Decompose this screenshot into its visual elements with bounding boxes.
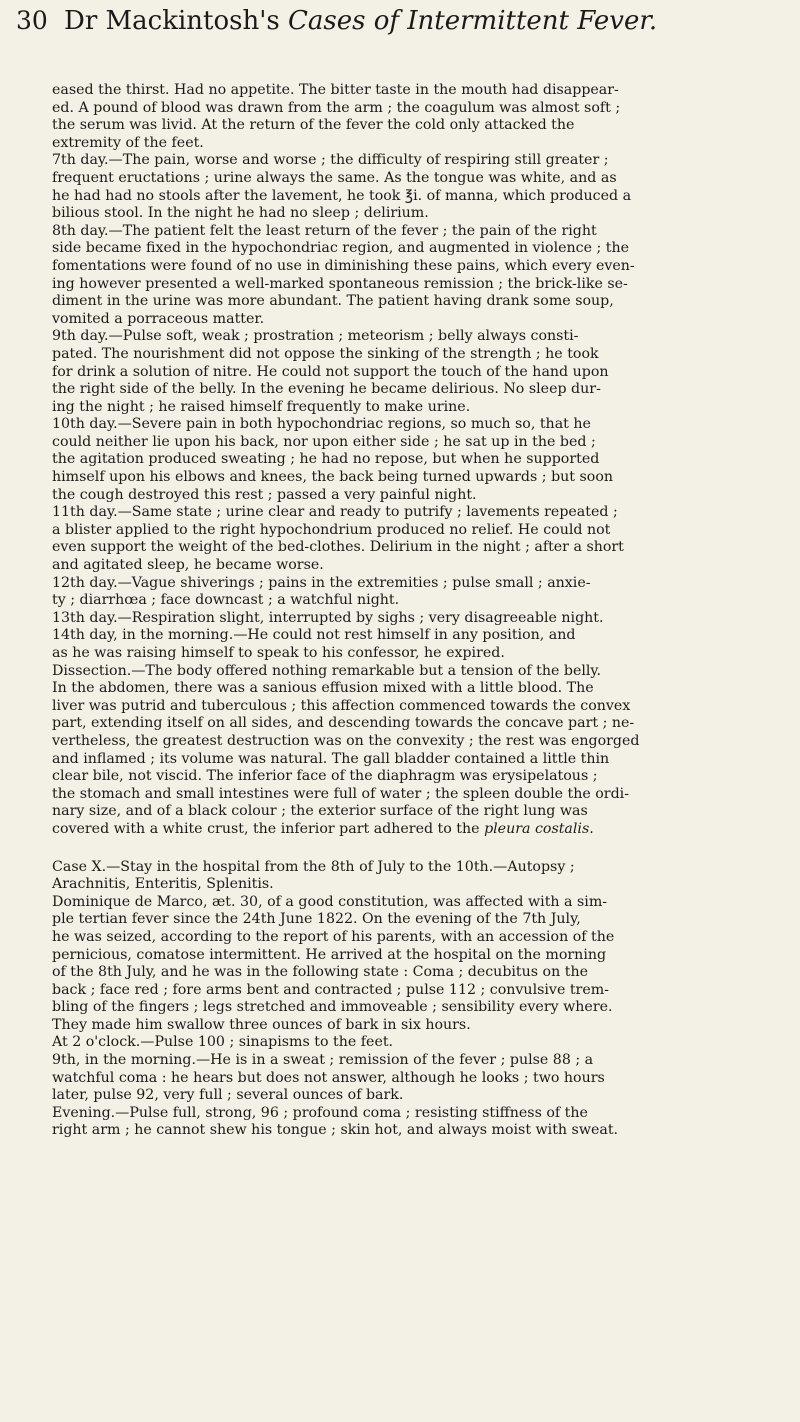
- text-line: a blister applied to the right hypochondrium produced no relief. He could not: [52, 521, 611, 538]
- text-line: could neither lie upon his back, nor upon either side ; he sat up in the bed ;: [52, 433, 596, 450]
- text-line: watchful coma : he hears but does not answer, although he looks ; two hours: [52, 1069, 605, 1086]
- header-title: [64, 6, 657, 36]
- text-line: back ; face red ; fore arms bent and contracted ; pulse 112 ; convulsive trem-: [52, 981, 609, 998]
- text-line: 8th day.—The patient felt the least return of the fever ; the pain of the right: [52, 222, 597, 239]
- text-line: [52, 821, 760, 839]
- text-line: later, pulse 92, very full ; several ounces of bark.: [52, 1087, 404, 1104]
- text-line: diment in the urine was more abundant. The patient having drank some soup,: [52, 293, 614, 310]
- text-line: the serum was livid. At the return of the fever the cold only attacked the: [52, 117, 575, 134]
- text-line: 7th day.—The pain, worse and worse ; the difficulty of respiring still greater ;: [52, 152, 609, 169]
- text-line: side became fixed in the hypochondriac region, and augmented in violence ; the: [52, 240, 630, 257]
- text-line: he had had no stools after the lavement, he took ℥i. of manna, which produced a: [52, 187, 632, 204]
- text-line: the right side of the belly. In the evening he became delirious. No sleep dur-: [52, 381, 601, 398]
- text-line: ty ; diarrhœa ; face downcast ; a watchful night.: [52, 592, 400, 609]
- text-line: vomited a porraceous matter.: [52, 310, 265, 327]
- case-ix-continuation: [52, 82, 760, 821]
- text-line: Arachnitis, Enteritis, Splenitis.: [52, 876, 274, 893]
- text-line: ple tertian fever since the 24th June 1822. On the evening of the 7th July,: [52, 911, 581, 928]
- text-line: 14th day, in the morning.—He could not rest himself in any position, and: [52, 627, 576, 644]
- text-line: ing the night ; he raised himself frequently to make urine.: [52, 398, 471, 415]
- text-line: bling of the fingers ; legs stretched and immoveable ; sensibility every where.: [52, 999, 613, 1016]
- text-line: 9th, in the morning.—He is in a sweat ; remission of the fever ; pulse 88 ; a: [52, 1052, 594, 1069]
- text-line: At 2 o'clock.—Pulse 100 ; sinapisms to the feet.: [52, 1034, 394, 1051]
- text-line: clear bile, not viscid. The inferior face of the diaphragm was erysipelatous ;: [52, 768, 598, 785]
- body-text: [52, 82, 760, 1140]
- text-line: and inflamed ; its volume was natural. The gall bladder contained a little thin: [52, 750, 610, 767]
- text-line: ed. A pound of blood was drawn from the arm ; the coagulum was almost soft ;: [52, 99, 621, 116]
- text-line: the stomach and small intestines were full of water ; the spleen double the ordi-: [52, 785, 629, 802]
- text-line: right arm ; he cannot shew his tongue ; skin hot, and always moist with sweat.: [52, 1122, 619, 1139]
- text-line: frequent eructations ; urine always the same. As the tongue was white, and as: [52, 169, 617, 186]
- text-line: nary size, and of a black colour ; the exterior surface of the right lung was: [52, 803, 588, 820]
- text-line: 12th day.—Vague shiverings ; pains in the extremities ; pulse small ; anxie-: [52, 574, 591, 591]
- header-title-author: Dr Mackintosh's: [64, 6, 288, 36]
- running-head: [16, 6, 760, 46]
- text-line: Dissection.—The body offered nothing remarkable but a tension of the belly.: [52, 662, 602, 679]
- text-line: 10th day.—Severe pain in both hypochondriac regions, so much so, that he: [52, 416, 591, 433]
- text-line: They made him swallow three ounces of bark in six hours.: [52, 1016, 471, 1033]
- header-title-italic: Cases of Intermittent Fever.: [287, 6, 658, 36]
- text-line: for drink a solution of nitre. He could not support the touch of the hand upon: [52, 363, 609, 380]
- text-line: Evening.—Pulse full, strong, 96 ; profound coma ; resisting stiffness of the: [52, 1104, 588, 1121]
- text-line: liver was putrid and tuberculous ; this affection commenced towards the convex: [52, 697, 631, 714]
- text-line: Case X.—Stay in the hospital from the 8th of July to the 10th.—Autopsy ;: [52, 858, 575, 875]
- case-x: [52, 859, 760, 1141]
- text-line: the agitation produced sweating ; he had no repose, but when he supported: [52, 451, 600, 468]
- text-line: ing however presented a well-marked spontaneous remission ; the brick-like se-: [52, 275, 628, 292]
- text-line: vertheless, the greatest destruction was on the convexity ; the rest was engorged: [52, 732, 640, 749]
- text-line: fomentations were found of no use in diminishing these pains, which every even-: [52, 257, 635, 274]
- text-line: extremity of the feet.: [52, 134, 204, 151]
- text-line: In the abdomen, there was a sanious effusion mixed with a little blood. The: [52, 680, 594, 697]
- text-line: pernicious, comatose intermittent. He arrived at the hospital on the morning: [52, 946, 607, 963]
- text-line: and agitated sleep, he became worse.: [52, 557, 324, 574]
- text-line: the cough destroyed this rest ; passed a very painful night.: [52, 486, 477, 503]
- text-line: pated. The nourishment did not oppose the sinking of the strength ; he took: [52, 345, 599, 362]
- text-line: himself upon his elbows and knees, the back being turned upwards ; but soon: [52, 469, 614, 486]
- text-line: he was seized, according to the report of his parents, with an accession of the: [52, 928, 615, 945]
- text-line: 13th day.—Respiration slight, interrupted by sighs ; very disagreeable night.: [52, 609, 604, 626]
- text-line: Dominique de Marco, æt. 30, of a good constitution, was affected with a sim-: [52, 893, 608, 910]
- text-line: even support the weight of the bed-clothes. Delirium in the night ; after a short: [52, 539, 624, 556]
- text-line: bilious stool. In the night he had no sleep ; delirium.: [52, 205, 429, 222]
- text-line-italic: pleura costalis.: [484, 820, 594, 837]
- text-line: of the 8th July, and he was in the following state : Coma ; decubitus on the: [52, 964, 588, 981]
- text-line: eased the thirst. Had no appetite. The bitter taste in the mouth had disappear-: [52, 82, 619, 98]
- page-number: 30: [16, 6, 48, 35]
- text-line: part, extending itself on all sides, and descending towards the concave part ; ne-: [52, 715, 635, 732]
- text-line-prefix: covered with a white crust, the inferior part adhered to the: [52, 820, 485, 837]
- text-line: 11th day.—Same state ; urine clear and ready to putrify ; lavements repeated ;: [52, 504, 618, 521]
- section-gap: [52, 839, 760, 859]
- text-line: as he was raising himself to speak to his confessor, he expired.: [52, 645, 505, 661]
- text-line: 9th day.—Pulse soft, weak ; prostration ; meteorism ; belly always consti-: [52, 328, 579, 345]
